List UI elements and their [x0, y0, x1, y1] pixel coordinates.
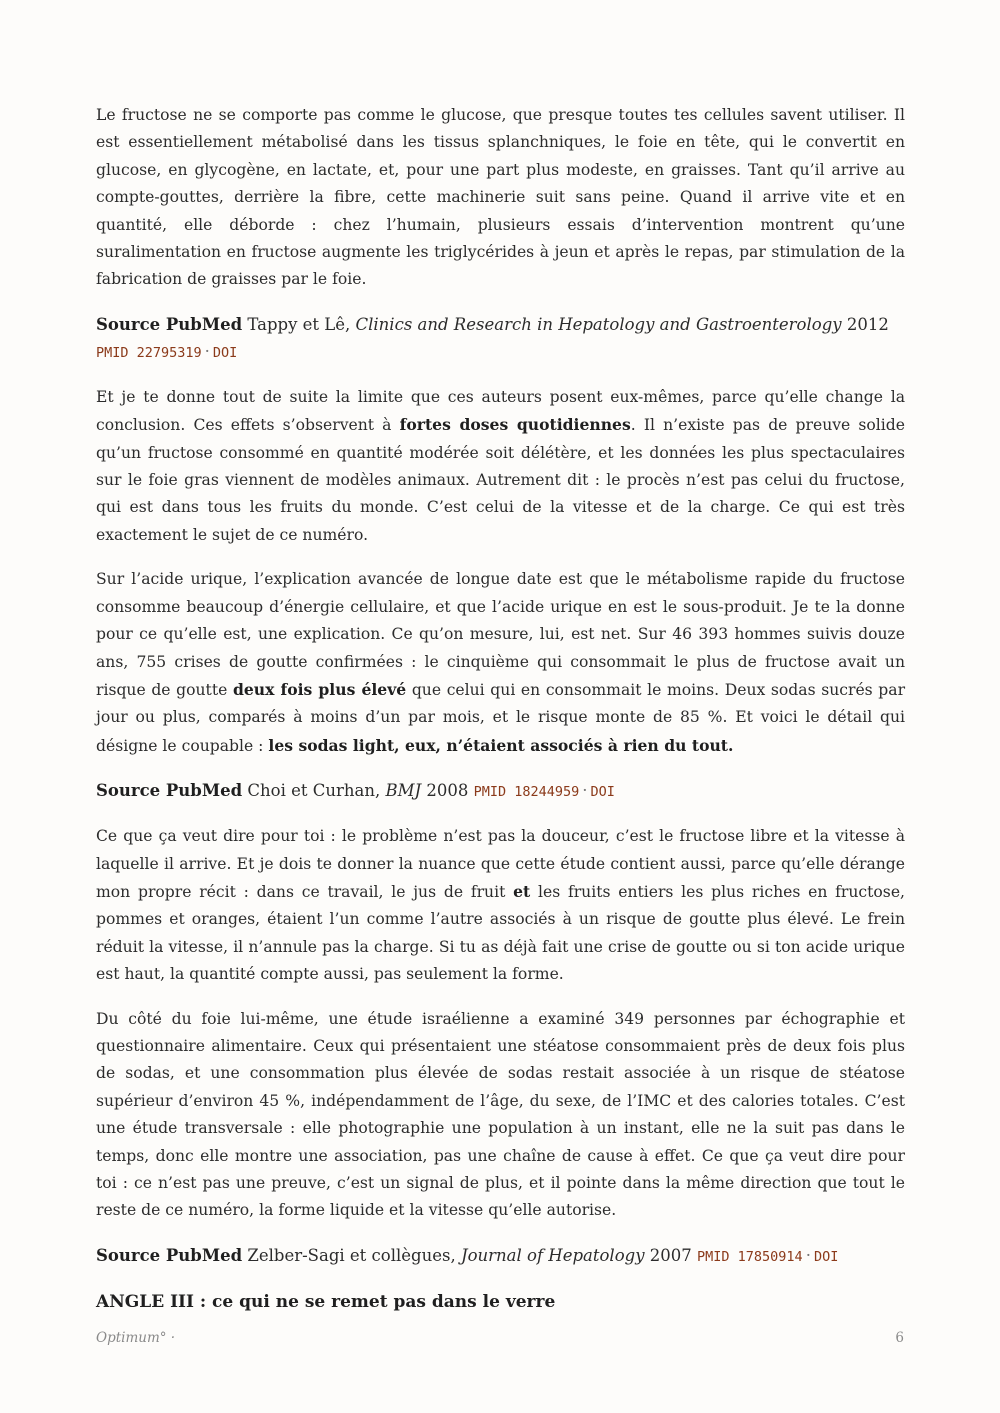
separator: · [582, 781, 588, 801]
article-body [96, 102, 905, 1316]
pmid-link[interactable]: PMID 18244959 [473, 784, 580, 801]
paragraph [96, 384, 905, 549]
separator: · [805, 1245, 811, 1265]
source-year: 2008 [426, 781, 469, 801]
footer-brand: Optimum° · [96, 1330, 176, 1346]
pmid-link[interactable]: PMID 22795319 [96, 344, 202, 361]
source-label: Source PubMed [96, 314, 243, 334]
text: . Il n’existe pas de preuve solide qu’un fructose consommé en quantité modérée soit délétère, et les données les plus spectaculaires sur le foie gras viennent de modèles animaux. Autrement dit : le procès n’est pas celui du fructose, qui est dans tous les fruits du monde. C’est celui de la vitesse et de la charge. Ce qui est très exactement le sujet de ce numéro. [96, 416, 905, 544]
doi-link[interactable]: DOI [590, 784, 615, 801]
source-authors: Choi et Curhan, [247, 781, 381, 801]
text: les fruits entiers les plus riches en fructose, pommes et oranges, étaient l’un comme l’autre associés à un risque de goutte plus élevé. Le frein réduit la vitesse, il n’annule pas la charge. Si tu as déjà fait une crise de goutte ou si ton acide urique est haut, la quantité compte aussi, pas seulement la forme. [96, 882, 905, 984]
bold-text: deux fois plus élevé [232, 679, 407, 699]
source-citation [96, 311, 905, 367]
source-journal: Clinics and Research in Hepatology and Gastroenterology [355, 314, 842, 334]
paragraph: Le fructose ne se comporte pas comme le glucose, que presque toutes tes cellules savent utiliser. Il est essentiellement métabolisé dans les tissus splanchniques, le foie en tête, qui le convertit en glucose, en glycogène, en lactate, et, pour une part plus modeste, en graisses. Tant qu’il arrive au compte-gouttes, derrière la fibre, cette machinerie suit sans peine. Quand il arrive vite et en quantité, elle déborde : chez l’humain, plusieurs essais d’intervention montrent qu’une suralimentation en fructose augmente les triglycérides à jeun et après le repas, par stimulation de la fabrication de graisses par le foie. [96, 106, 905, 289]
source-authors: Tappy et Lê, [247, 314, 351, 334]
source-citation [96, 777, 905, 806]
section-heading: ANGLE III : ce qui ne se remet pas dans le verre [96, 1291, 556, 1312]
text: que celui qui en consommait le moins. Deux sodas sucrés par jour ou plus, comparés à moins d’un par mois, et le risque monte de 85 %. Et voici le détail qui désigne le coupable : [96, 680, 906, 755]
separator: · [204, 341, 210, 361]
page-number: 6 [895, 1330, 904, 1346]
text: Ce que ça veut dire pour toi : le problème n’est pas la douceur, c’est le fructose libre et la vitesse à laquelle il arrive. Et je dois te donner la nuance que cette étude contient aussi, parce qu’elle dérange mon propre récit : dans ce travail, le jus de fruit [96, 827, 905, 901]
paragraph [96, 566, 905, 760]
text: Sur l’acide urique, l’explication avancée de longue date est que le métabolisme rapide du fructose consomme beaucoup d’énergie cellulaire, et que l’acide urique en est le sous-produit. Je te la donne pour ce qu’elle est, une explication. Ce qu’on mesure, lui, est net. Sur 46 393 hommes suivis douze ans, 755 crises de goutte confirmées : le cinquième qui consommait le plus de fructose avait un risque de goutte [96, 570, 905, 699]
bold-text: et [513, 881, 531, 901]
source-journal: BMJ [385, 781, 422, 801]
source-journal: Journal of Hepatology [460, 1245, 645, 1265]
doi-link[interactable]: DOI [813, 1248, 839, 1265]
source-label: Source PubMed [96, 781, 243, 801]
bold-text: les sodas light, eux, n’étaient associés à rien du tout. [268, 735, 734, 755]
source-label: Source PubMed [96, 1245, 243, 1265]
doi-link[interactable]: DOI [212, 344, 238, 361]
source-citation [96, 1242, 905, 1271]
source-year: 2007 [649, 1245, 692, 1265]
source-authors: Zelber-Sagi et collègues, [247, 1245, 456, 1265]
pmid-link[interactable]: PMID 17850914 [697, 1248, 803, 1265]
bold-text: fortes doses quotidiennes [399, 415, 631, 435]
paragraph: Du côté du foie lui-même, une étude israélienne a examiné 349 personnes par échographie et questionnaire alimentaire. Ceux qui présentaient une stéatose consommaient près de deux fois plus de sodas, et une consommation plus élevée de sodas restait associée à un risque de stéatose supérieur d’environ 45 %, indépendamment de l’âge, du sexe, de l’IMC et des calories totales. C’est une étude transversale : elle photographie une population à un instant, elle ne la suit pas dans le temps, donc elle montre une association, pas une chaîne de cause à effet. Ce que ça veut dire pour toi : ce n’est pas une preuve, c’est un signal de plus, et il pointe dans la même direction que tout le reste de ce numéro, la forme liquide et la vitesse qu’elle autorise. [96, 1009, 905, 1220]
text: Et je te donne tout de suite la limite que ces auteurs posent eux-mêmes, parce qu’elle change la conclusion. Ces effets s’observent à [96, 387, 905, 435]
source-year: 2012 [846, 314, 889, 334]
paragraph [96, 823, 905, 988]
